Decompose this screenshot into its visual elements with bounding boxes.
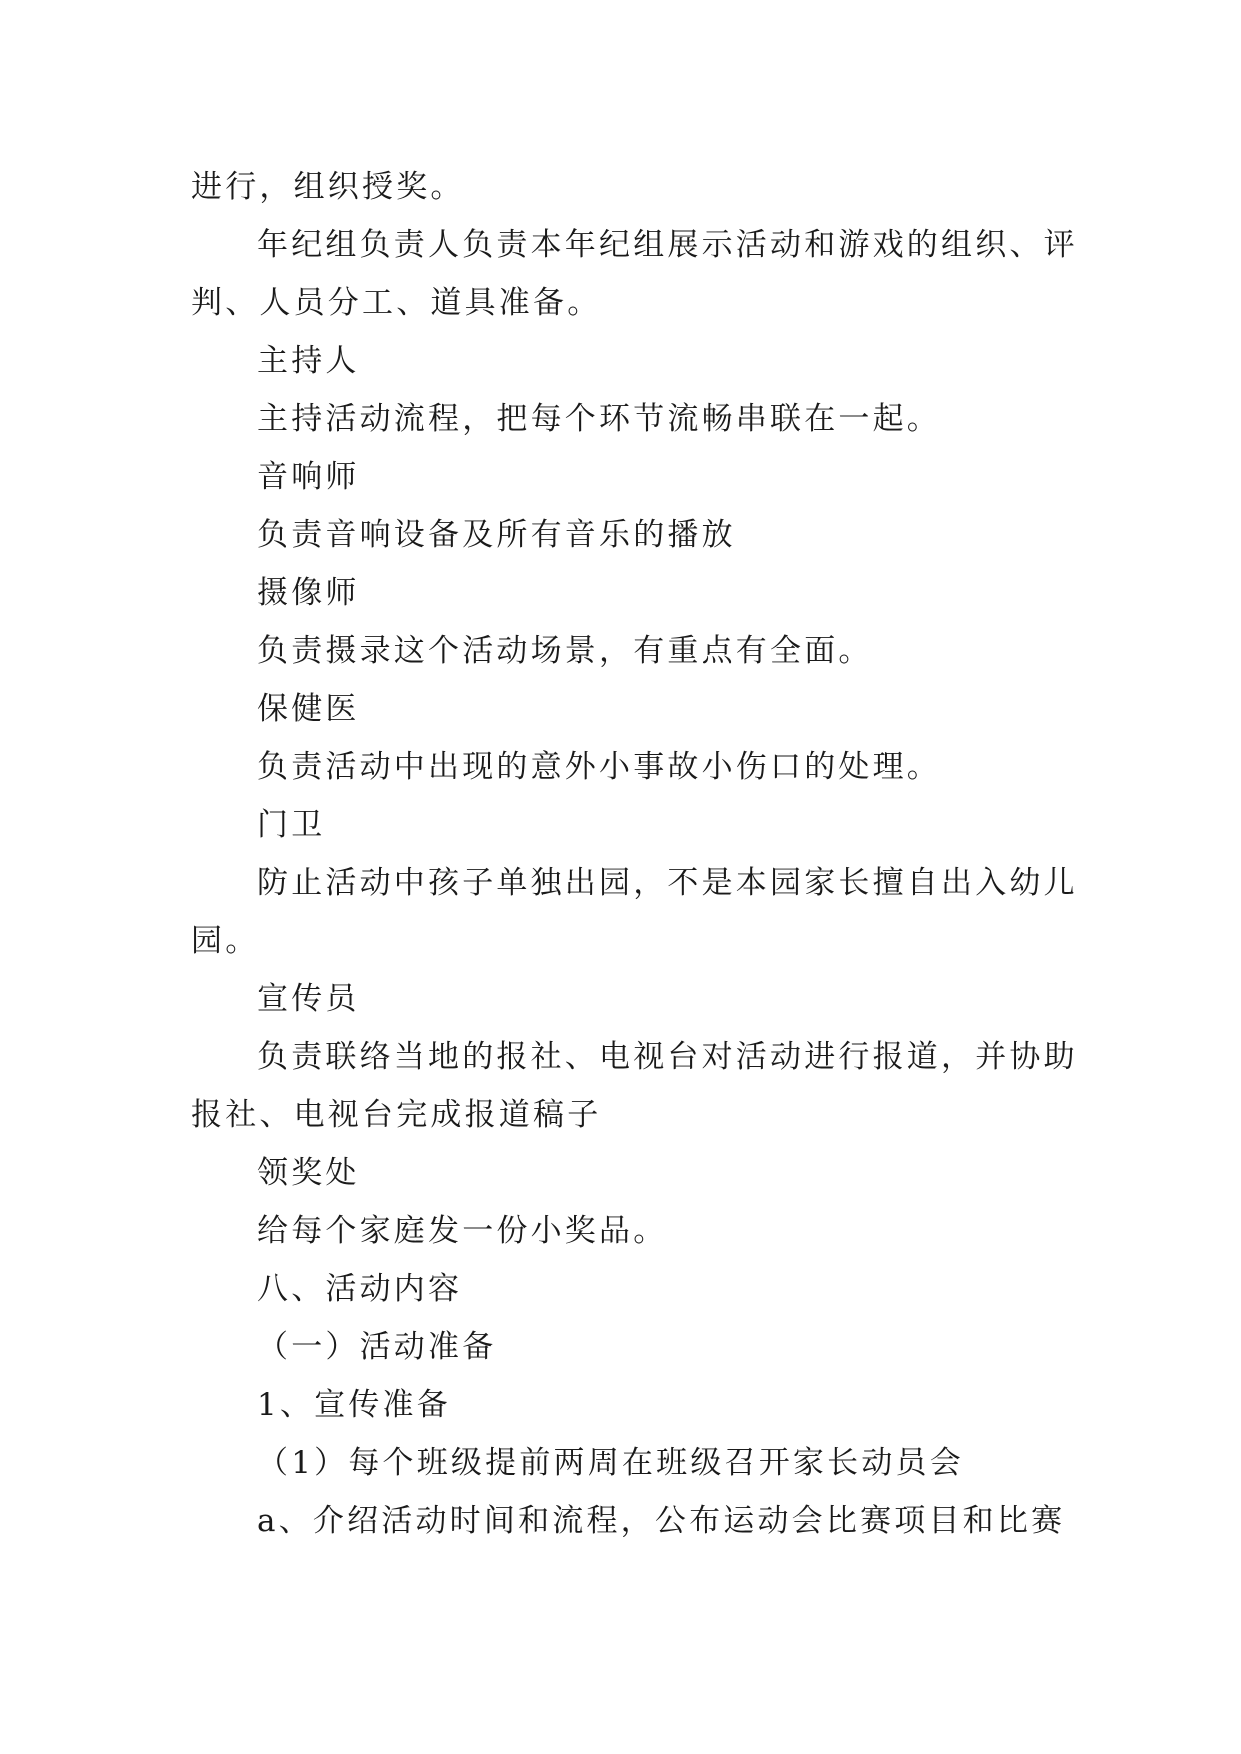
heading-cameraman: 摄像师 (257, 575, 360, 611)
text-line-13: 防止活动中孩子单独出园，不是本园家长擅自出入幼儿 (257, 865, 1078, 901)
section-heading-8: 八、活动内容 (257, 1271, 463, 1307)
heading-sound-engineer: 音响师 (257, 459, 360, 495)
subsection-heading-1: （一）活动准备 (257, 1329, 497, 1365)
text-line-9: 负责摄录这个活动场景，有重点有全面。 (257, 633, 873, 669)
text-line-5: 主持活动流程，把每个环节流畅串联在一起。 (257, 401, 941, 437)
text-line-2: 年纪组负责人负责本年纪组展示活动和游戏的组织、评 (257, 227, 1078, 263)
text-line-16: 负责联络当地的报社、电视台对活动进行报道，并协助 (257, 1039, 1078, 1075)
heading-health-doctor: 保健医 (257, 691, 360, 727)
text-line-11: 负责活动中出现的意外小事故小伤口的处理。 (257, 749, 941, 785)
text-line-1: 进行，组织授奖。 (191, 169, 465, 205)
text-line-23: （1）每个班级提前两周在班级召开家长动员会 (257, 1445, 964, 1481)
text-line-14: 园。 (191, 923, 260, 959)
item-heading-1: 1、宣传准备 (257, 1387, 451, 1423)
heading-gatekeeper: 门卫 (257, 807, 326, 843)
heading-publicist: 宣传员 (257, 981, 360, 1017)
text-line-19: 给每个家庭发一份小奖品。 (257, 1213, 668, 1249)
text-line-17: 报社、电视台完成报道稿子 (191, 1097, 602, 1133)
text-line-7: 负责音响设备及所有音乐的播放 (257, 517, 736, 553)
heading-award-desk: 领奖处 (257, 1155, 360, 1191)
text-line-3: 判、人员分工、道具准备。 (191, 285, 602, 321)
text-line-24: a、介绍活动时间和流程，公布运动会比赛项目和比赛 (257, 1503, 1066, 1539)
heading-host: 主持人 (257, 343, 360, 379)
